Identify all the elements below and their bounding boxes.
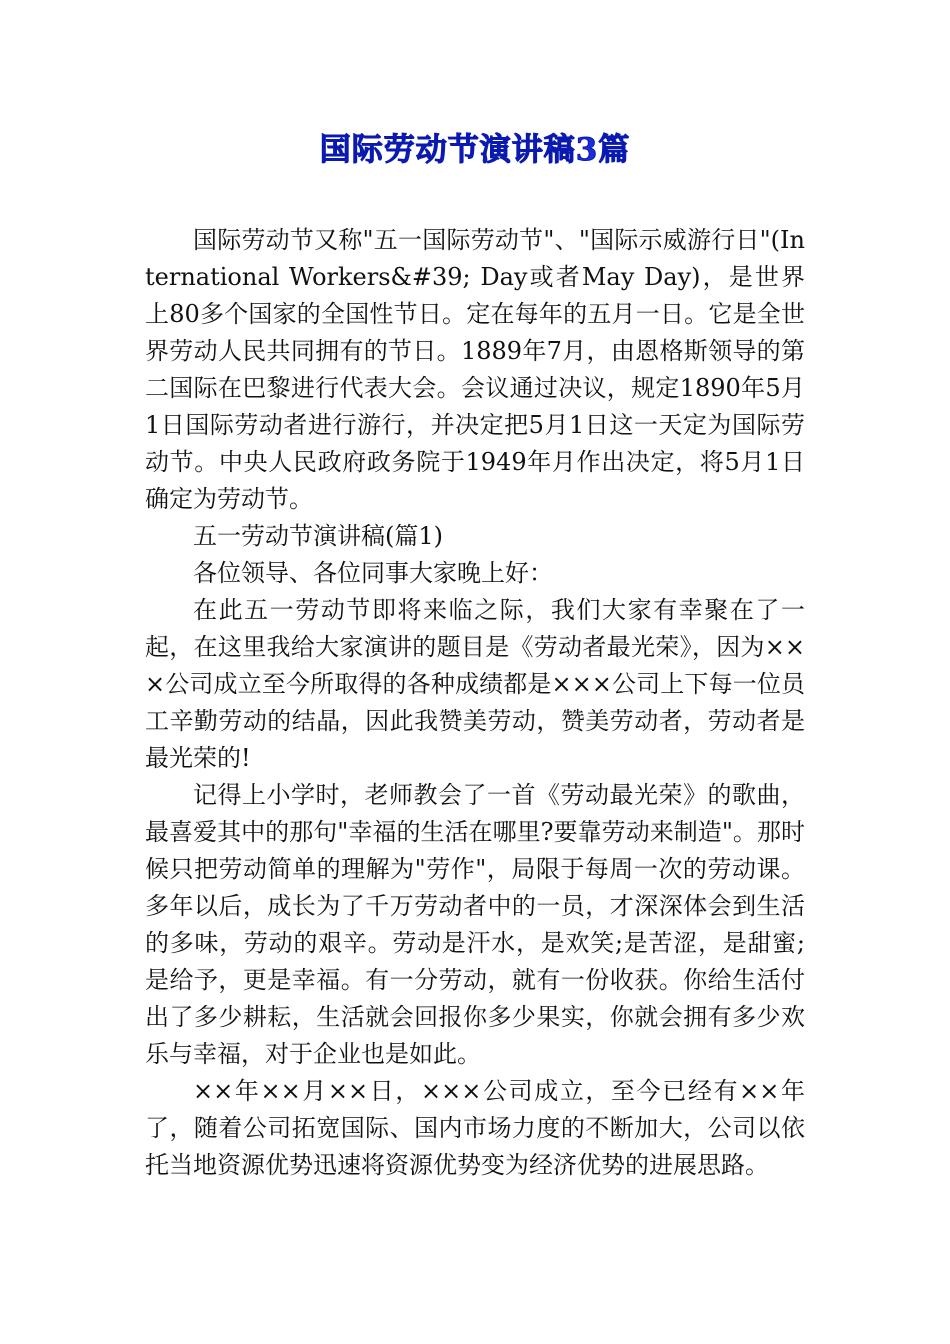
paragraph: 在此五一劳动节即将来临之际，我们大家有幸聚在了一起，在这里我给大家演讲的题目是《劳动者最光荣》，因为×××公司成立至今所取得的各种成绩都是×××公司上下每一位员工辛勤劳动的结晶，因此我赞美劳动，赞美劳动者，劳动者是最光荣的! xyxy=(145,596,805,772)
document-title: 国际劳动节演讲稿3篇 xyxy=(319,132,631,168)
salutation: 各位领导、各位同事大家晚上好： xyxy=(193,559,553,587)
paragraph: 记得上小学时，老师教会了一首《劳动最光荣》的歌曲，最喜爱其中的那句"幸福的生活在哪里?要靠劳动来制造"。那时候只把劳动简单的理解为"劳作"，局限于每周一次的劳动课。多年以后，成长为了千万劳动者中的一员，才深深体会到生活的多味，劳动的艰辛。劳动是汗水，是欢笑;是苦涩，是甜蜜;是给予，更是幸福。有一分劳动，就有一份收获。你给生活付出了多少耕耘，生活就会回报你多少果实，你就会拥有多少欢乐与幸福，对于企业也是如此。 xyxy=(145,781,805,1068)
paragraph-intro: 国际劳动节又称"五一国际劳动节"、"国际示威游行日"(International Workers&#39; Day或者May Day)，是世界上80多个国家的全国性节日。定在每年的五月一日。它是全世界劳动人民共同拥有的节日。1889年7月，由恩格斯领导的第二国际在巴黎进行代表大会。会议通过决议，规定1890年5月1日国际劳动者进行游行，并决定把5月1日这一天定为国际劳动节。中央人民政府政务院于1949年月作出决定，将5月1日确定为劳动节。 xyxy=(145,226,805,513)
section-heading: 五一劳动节演讲稿(篇1) xyxy=(193,522,443,550)
paragraph: ××年××月××日，×××公司成立，至今已经有××年了，随着公司拓宽国际、国内市场力度的不断加大，公司以依托当地资源优势迅速将资源优势变为经济优势的进展思路。 xyxy=(145,1077,805,1179)
document-body xyxy=(145,222,805,1184)
